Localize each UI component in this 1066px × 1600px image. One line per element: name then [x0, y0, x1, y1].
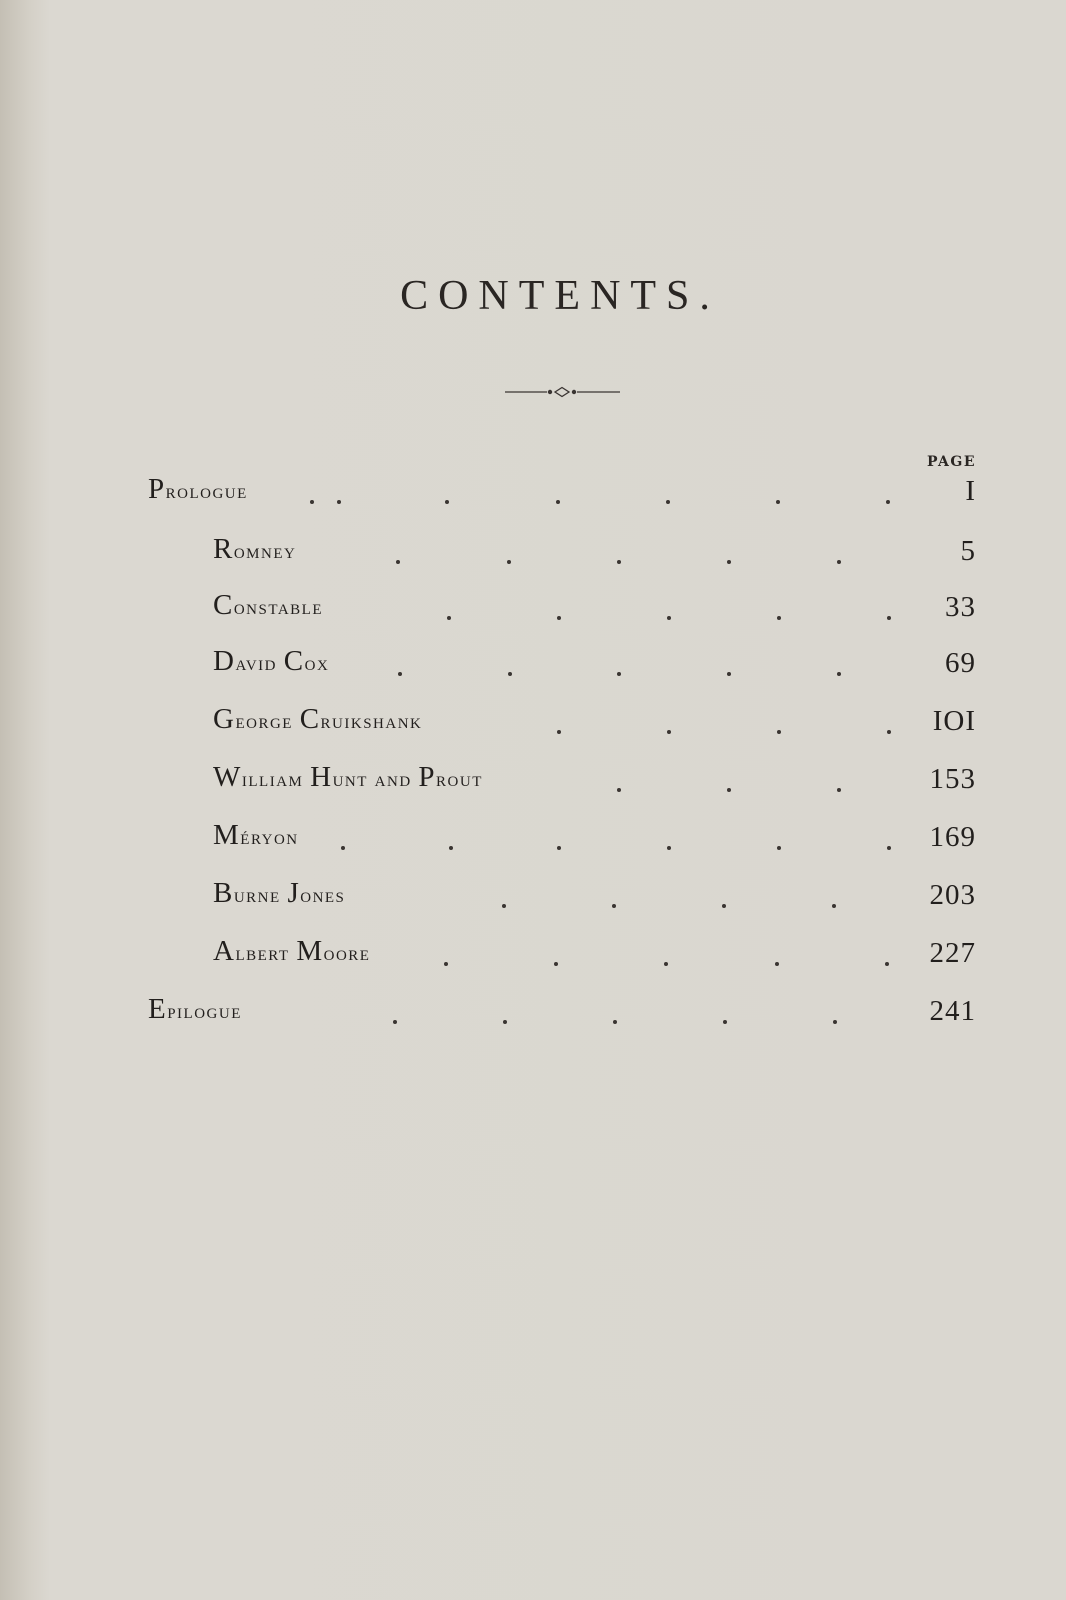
- leader-dots: [0, 666, 1066, 676]
- entry-page-number: 227: [929, 937, 976, 969]
- list-item: [0, 932, 1066, 972]
- list-item: [0, 642, 1066, 682]
- leader-dots: [0, 724, 1066, 734]
- entry-title: David Cox: [213, 645, 330, 677]
- list-item: [0, 990, 1066, 1030]
- entry-page-number: I: [965, 475, 976, 507]
- list-item: [0, 816, 1066, 856]
- leader-dots: [0, 898, 1066, 908]
- list-item: [0, 530, 1066, 570]
- entry-title: Epilogue: [148, 993, 242, 1025]
- leader-dots: [0, 494, 1066, 504]
- entry-page-number: 5: [960, 535, 976, 567]
- entry-title: Méryon: [213, 819, 299, 851]
- entry-page-number: 33: [945, 591, 976, 623]
- leader-dots: [0, 782, 1066, 792]
- leader-dots: [0, 1014, 1066, 1024]
- leader-dots: [0, 840, 1066, 850]
- entry-page-number: 241: [929, 995, 976, 1027]
- leader-dots: [0, 956, 1066, 966]
- list-item: [0, 586, 1066, 626]
- list-item: [0, 700, 1066, 740]
- entry-title: Constable: [213, 589, 323, 621]
- leader-dots: [0, 610, 1066, 620]
- entry-title: Albert Moore: [213, 935, 371, 967]
- entry-page-number: 69: [945, 647, 976, 679]
- entry-title: Prologue: [148, 473, 248, 505]
- entry-page-number: 153: [929, 763, 976, 795]
- list-item: [0, 874, 1066, 914]
- page-title: CONTENTS.: [400, 273, 720, 319]
- list-item: [0, 758, 1066, 798]
- entry-page-number: 203: [929, 879, 976, 911]
- page-column-label: PAGE: [927, 454, 976, 470]
- entry-page-number: IOI: [932, 705, 976, 737]
- leader-dots: [0, 554, 1066, 564]
- entry-title: George Cruikshank: [213, 703, 423, 735]
- entry-title: Burne Jones: [213, 877, 346, 909]
- list-item: [0, 470, 1066, 510]
- entry-title: Romney: [213, 533, 297, 565]
- entry-title: William Hunt and Prout: [213, 761, 483, 793]
- entry-page-number: 169: [929, 821, 976, 853]
